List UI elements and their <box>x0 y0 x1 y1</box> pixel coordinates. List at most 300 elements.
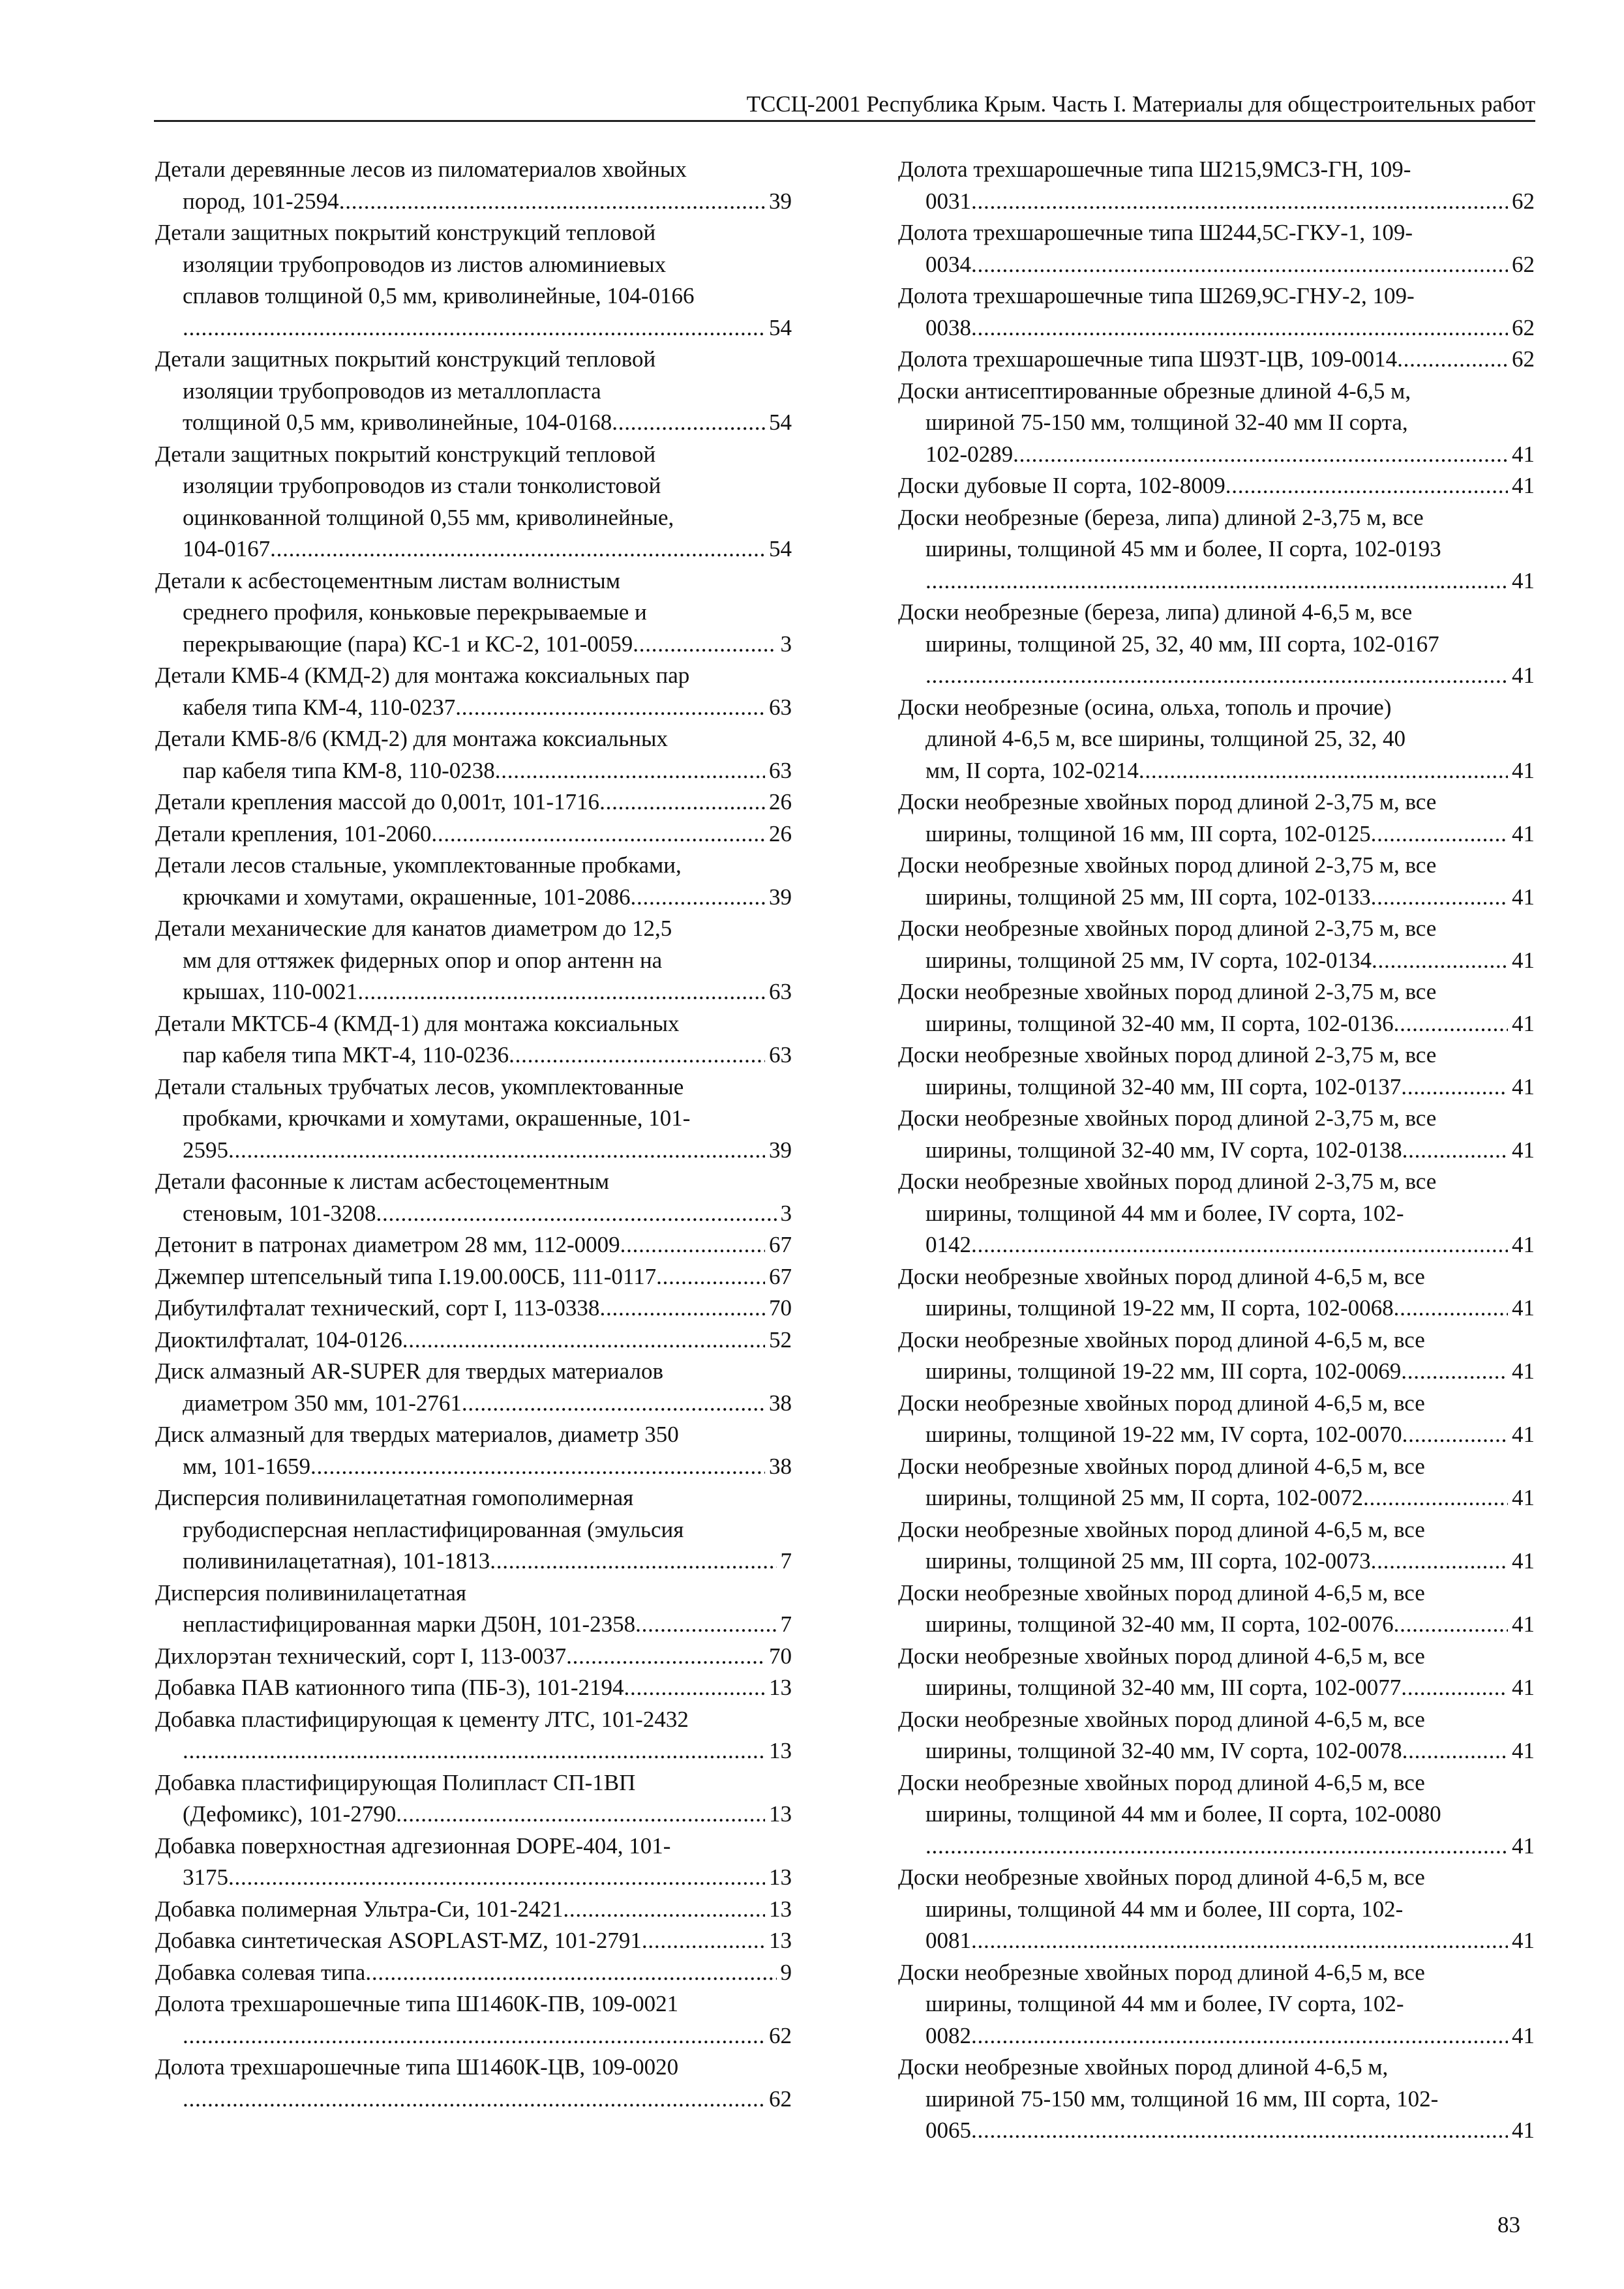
dot-leader <box>339 186 765 218</box>
entry-text: Детали крепления массой до 0,001т, 101-1716 <box>155 789 600 815</box>
dot-leader <box>1394 1008 1508 1040</box>
entry-text: ширины, толщиной 25 мм, IV сорта, 102-0134 <box>925 947 1372 973</box>
entry-page-number: 70 <box>769 1643 792 1669</box>
index-entry <box>898 692 1535 787</box>
entry-text: 0082 <box>925 2022 971 2048</box>
index-entry <box>155 913 792 1008</box>
index-entry <box>898 1704 1535 1767</box>
entry-text: непластифицированная марки Д50Н, 101-2358 <box>183 1611 636 1637</box>
entry-page-number: 41 <box>1512 820 1535 846</box>
entry-text: (Дефомикс), 101-2790 <box>183 1801 397 1827</box>
entry-page-number: 41 <box>1512 1833 1535 1859</box>
entry-text: Дисперсия поливинилацетатная гомополимерная <box>155 1485 634 1510</box>
dot-leader <box>633 629 776 661</box>
entry-text: мм, II сорта, 102-0214 <box>925 757 1139 783</box>
entry-page-number: 41 <box>1512 2022 1535 2048</box>
entry-page-number: 13 <box>769 1928 792 1953</box>
index-entry <box>155 1356 792 1419</box>
dot-leader <box>971 2115 1508 2147</box>
dot-leader <box>971 312 1508 344</box>
entry-text: Добавка ПАВ катионного типа (ПБ-3), 101-2194 <box>155 1675 624 1700</box>
entry-page-number: 41 <box>1512 1010 1535 1036</box>
index-entry <box>898 470 1535 502</box>
entry-text: мм для оттяжек фидерных опор и опор антенн на <box>183 947 663 973</box>
entry-text: пар кабеля типа КМ-8, 110-0238 <box>183 757 495 783</box>
dot-leader <box>925 660 1508 692</box>
entry-text: ширины, толщиной 44 мм и более, IV сорта, 102- <box>925 1200 1404 1226</box>
entry-text: Доски необрезные хвойных пород длиной 4-6,5 м, все <box>898 1769 1425 1795</box>
dot-leader <box>971 249 1508 281</box>
entry-page-number: 63 <box>769 757 792 783</box>
dot-leader <box>612 407 765 439</box>
dot-leader <box>376 1198 776 1230</box>
entry-text: пород, 101-2594 <box>183 188 339 214</box>
entry-text: ширины, толщиной 44 мм и более, II сорта, 102-0080 <box>925 1801 1441 1827</box>
page-header <box>154 91 1535 122</box>
index-entry <box>898 1166 1535 1261</box>
entry-text: Детали крепления, 101-2060 <box>155 820 432 846</box>
index-entry <box>155 660 792 723</box>
entry-text: Детали защитных покрытий конструкций тепловой <box>155 220 656 245</box>
index-entry <box>155 1293 792 1324</box>
entry-text: Дисперсия поливинилацетатная <box>155 1579 466 1606</box>
entry-text: 0031 <box>925 188 971 214</box>
entry-text: ширины, толщиной 32-40 мм, II сорта, 102-0076 <box>925 1611 1394 1637</box>
entry-page-number: 62 <box>1512 188 1535 214</box>
dot-leader <box>642 1925 765 1957</box>
entry-page-number: 41 <box>1512 884 1535 910</box>
index-entry <box>155 1261 792 1293</box>
entry-text: ширины, толщиной 19-22 мм, IV сорта, 102-0070 <box>925 1422 1402 1447</box>
entry-text: мм, 101-1659 <box>183 1453 310 1479</box>
entry-text: Доски необрезные хвойных пород длиной 4-6,5 м, все <box>898 1959 1425 1985</box>
entry-page-number: 39 <box>769 884 792 910</box>
entry-page-number: 41 <box>1512 473 1535 498</box>
entry-text: Доски необрезные хвойных пород длиной 4-6,5 м, все <box>898 1643 1425 1669</box>
index-entry <box>898 1957 1535 2052</box>
index-entry <box>155 818 792 850</box>
entry-text: Доски дубовые II сорта, 102-8009 <box>898 473 1226 498</box>
entry-page-number: 41 <box>1512 1548 1535 1574</box>
entry-page-number: 41 <box>1512 1611 1535 1637</box>
entry-text: Детали стальных трубчатых лесов, укомплектованные <box>155 1073 684 1100</box>
entry-text: Доски необрезные хвойных пород длиной 4-6,5 м, все <box>898 1326 1425 1353</box>
entry-text: оцинкованной толщиной 0,55 мм, криволинейные, <box>183 504 674 530</box>
entry-page-number: 38 <box>769 1453 792 1479</box>
entry-text: Доски необрезные (береза, липа) длиной 4-6,5 м, все <box>898 599 1413 625</box>
entry-page-number: 7 <box>780 1611 792 1637</box>
dot-leader <box>599 786 765 818</box>
dot-leader <box>1371 1546 1508 1578</box>
entry-page-number: 54 <box>769 410 792 435</box>
dot-leader <box>1401 1356 1508 1388</box>
entry-text: пробками, крючками и хомутами, окрашенные, 101- <box>183 1105 691 1131</box>
index-column-left <box>155 154 792 2115</box>
dot-leader <box>1402 1135 1508 1167</box>
dot-leader <box>431 818 765 850</box>
index-entry <box>155 1672 792 1704</box>
index-entry <box>155 154 792 217</box>
index-column-right <box>898 154 1535 2147</box>
entry-text: 104-0167 <box>183 536 271 561</box>
dot-leader <box>1371 882 1508 914</box>
page-number: 83 <box>1497 2212 1520 2237</box>
entry-text: среднего профиля, коньковые перекрываемые и <box>183 599 647 625</box>
entry-text: грубодисперсная непластифицированная (эмульсия <box>183 1516 684 1542</box>
dot-leader <box>228 1135 765 1167</box>
entry-text: Доски необрезные хвойных пород длиной 4-6,5 м, все <box>898 1263 1425 1289</box>
index-entry <box>155 1925 792 1957</box>
entry-text: Доски необрезные хвойных пород длиной 2-3,75 м, все <box>898 1105 1437 1131</box>
entry-text: ширины, толщиной 32-40 мм, III сорта, 102-0137 <box>925 1073 1402 1100</box>
dot-leader <box>495 755 765 787</box>
entry-text: Доски необрезные хвойных пород длиной 4-6,5 м, <box>898 2054 1389 2080</box>
entry-text: перекрывающие (пара) КС-1 и КС-2, 101-0059 <box>183 631 633 657</box>
dot-leader <box>1013 439 1508 471</box>
index-entry <box>898 1324 1535 1388</box>
entry-page-number: 26 <box>769 789 792 815</box>
entry-page-number: 9 <box>780 1959 792 1985</box>
entry-text: Добавка пластифицирующая Полипласт СП-1ВП <box>155 1769 636 1795</box>
entry-page-number: 41 <box>1512 1073 1535 1100</box>
entry-text: Доски необрезные хвойных пород длиной 2-3,75 м, все <box>898 852 1437 878</box>
index-entry <box>898 1641 1535 1704</box>
entry-text: Доски необрезные хвойных пород длиной 4-6,5 м, все <box>898 1390 1425 1416</box>
index-entry <box>155 1482 792 1578</box>
index-entry <box>898 850 1535 913</box>
entry-text: Доски необрезные хвойных пород длиной 2-3,75 м, все <box>898 789 1437 815</box>
entry-text: Добавка пластифицирующая к цементу ЛТС, 101-2432 <box>155 1706 689 1732</box>
index-entry <box>155 1894 792 1926</box>
entry-text: Детали механические для канатов диаметром до 12,5 <box>155 916 672 941</box>
entry-text: Доски необрезные (береза, липа) длиной 2-3,75 м, все <box>898 504 1424 530</box>
index-entry <box>155 850 792 913</box>
entry-page-number: 62 <box>769 2022 792 2048</box>
index-entry <box>155 1324 792 1356</box>
index-entry <box>155 1008 792 1071</box>
entry-text: Доски необрезные хвойных пород длиной 4-6,5 м, все <box>898 1706 1425 1732</box>
index-entry <box>898 1862 1535 1957</box>
entry-text: Долота трехшарошечные типа Ш93Т-ЦВ, 109-0014 <box>898 346 1398 372</box>
entry-text: Доски необрезные хвойных пород длиной 2-3,75 м, все <box>898 1042 1437 1068</box>
index-entry <box>155 1071 792 1167</box>
dot-leader <box>971 1229 1508 1261</box>
entry-text: Доски необрезные хвойных пород длиной 2-3,75 м, все <box>898 1169 1437 1194</box>
entry-page-number: 13 <box>769 1896 792 1922</box>
entry-text: Добавка поверхностная адгезионная DOPE-404, 101- <box>155 1833 671 1859</box>
entry-page-number: 41 <box>1512 441 1535 467</box>
entry-text: Диск алмазный для твердых материалов, диаметр 350 <box>155 1422 679 1447</box>
entry-text: шириной 75-150 мм, толщиной 16 мм, III сорта, 102- <box>925 2086 1439 2112</box>
index-entry <box>155 786 792 818</box>
entry-page-number: 54 <box>769 314 792 340</box>
entry-text: Доски необрезные хвойных пород длиной 2-3,75 м, все <box>898 916 1437 941</box>
entry-page-number: 41 <box>1512 757 1535 783</box>
entry-text: диаметром 350 мм, 101-2761 <box>183 1390 462 1416</box>
entry-text: Детали КМБ-4 (КМД-2) для монтажа коксиальных пар <box>155 663 690 688</box>
index-entry <box>898 1261 1535 1324</box>
entry-page-number: 13 <box>769 1864 792 1890</box>
entry-text: 0065 <box>925 2117 971 2143</box>
entry-text: ширины, толщиной 16 мм, III сорта, 102-0125 <box>925 820 1371 846</box>
index-entry <box>155 1166 792 1229</box>
entry-page-number: 3 <box>780 1200 792 1226</box>
dot-leader <box>462 1388 765 1420</box>
entry-text: ширины, толщиной 19-22 мм, III сорта, 102-0069 <box>925 1358 1402 1384</box>
entry-text: Джемпер штепсельный типа I.19.00.00СБ, 111-0117 <box>155 1263 657 1289</box>
dot-leader <box>1394 1293 1508 1324</box>
dot-leader <box>624 1672 765 1704</box>
entry-page-number: 41 <box>1512 1295 1535 1321</box>
entry-page-number: 26 <box>769 820 792 846</box>
index-entry <box>898 597 1535 692</box>
entry-text: ширины, толщиной 32-40 мм, IV сорта, 102-0078 <box>925 1738 1402 1763</box>
index-entry <box>898 913 1535 976</box>
entry-page-number: 3 <box>780 631 792 657</box>
entry-text: ширины, толщиной 44 мм и более, IV сорта, 102- <box>925 1991 1404 2016</box>
entry-text: Долота трехшарошечные типа Ш1460К-ЦВ, 109-0020 <box>155 2054 679 2080</box>
entry-text: ширины, толщиной 45 мм и более, II сорта, 102-0193 <box>925 536 1441 561</box>
index-entry <box>898 976 1535 1040</box>
dot-leader <box>1371 818 1508 850</box>
entry-text: ширины, толщиной 19-22 мм, II сорта, 102-0068 <box>925 1295 1394 1321</box>
dot-leader <box>1401 1071 1508 1103</box>
dot-leader <box>566 1641 765 1673</box>
entry-page-number: 13 <box>769 1801 792 1827</box>
entry-text: поливинилацетатная), 101-1813 <box>183 1548 490 1574</box>
dot-leader <box>357 976 765 1008</box>
entry-text: стеновым, 101-3208 <box>183 1200 376 1226</box>
dot-leader <box>310 1451 765 1483</box>
entry-text: 0034 <box>925 251 971 277</box>
entry-text: изоляции трубопроводов из металлопласта <box>183 378 601 404</box>
entry-text: длиной 4-6,5 м, все ширины, толщиной 25, 32, 40 <box>925 726 1406 751</box>
dot-leader <box>925 565 1508 597</box>
dot-leader <box>183 1735 765 1767</box>
dot-leader <box>1372 945 1508 977</box>
index-entry <box>155 1957 792 1989</box>
dot-leader <box>455 692 765 724</box>
index-entry <box>898 217 1535 280</box>
index-entry <box>155 1641 792 1673</box>
entry-text: 0038 <box>925 314 971 340</box>
entry-text: Доски необрезные хвойных пород длиной 4-6,5 м, все <box>898 1516 1425 1542</box>
index-entry <box>155 1419 792 1482</box>
entry-text: Долота трехшарошечные типа Ш269,9С-ГНУ-2, 109- <box>898 283 1415 308</box>
entry-text: Детали защитных покрытий конструкций тепловой <box>155 346 656 372</box>
dot-leader <box>599 1293 765 1324</box>
entry-text: ширины, толщиной 25 мм, III сорта, 102-0073 <box>925 1548 1371 1574</box>
index-entry <box>898 1388 1535 1451</box>
dot-leader <box>396 1799 765 1831</box>
entry-page-number: 63 <box>769 694 792 720</box>
entry-text: ширины, толщиной 25 мм, II сорта, 102-0072 <box>925 1485 1363 1510</box>
entry-page-number: 41 <box>1512 567 1535 593</box>
index-entry <box>155 723 792 786</box>
dot-leader <box>1226 470 1508 502</box>
entry-page-number: 70 <box>769 1295 792 1321</box>
dot-leader <box>1397 344 1508 376</box>
index-entry <box>898 1040 1535 1103</box>
header-title: ТССЦ-2001 Республика Крым. Часть I. Материалы для общестроительных работ <box>746 91 1535 117</box>
entry-page-number: 63 <box>769 979 792 1004</box>
entry-page-number: 62 <box>1512 314 1535 340</box>
index-entry <box>155 344 792 439</box>
index-entry <box>155 1229 792 1261</box>
index-entry <box>155 1988 792 2052</box>
entry-text: Доски необрезные (осина, ольха, тополь и прочие) <box>898 694 1392 720</box>
entry-text: ширины, толщиной 32-40 мм, IV сорта, 102-0138 <box>925 1137 1402 1163</box>
entry-text: Доски необрезные хвойных пород длиной 2-3,75 м, все <box>898 979 1437 1004</box>
entry-text: Дибутилфталат технический, сорт I, 113-0338 <box>155 1295 600 1321</box>
entry-text: ширины, толщиной 25, 32, 40 мм, III сорта, 102-0167 <box>925 631 1439 657</box>
index-entry <box>155 2052 792 2115</box>
entry-text: изоляции трубопроводов из стали тонколистовой <box>183 473 661 498</box>
dot-leader <box>365 1957 776 1989</box>
entry-text: Детали деревянные лесов из пиломатериалов хвойных <box>155 157 687 182</box>
entry-page-number: 62 <box>769 2086 792 2112</box>
entry-page-number: 7 <box>780 1548 792 1574</box>
dot-leader <box>631 882 765 914</box>
dot-leader <box>563 1894 765 1926</box>
index-entry <box>898 280 1535 344</box>
index-entry <box>898 786 1535 850</box>
entry-text: шириной 75-150 мм, толщиной 32-40 мм II сорта, <box>925 410 1408 435</box>
entry-page-number: 39 <box>769 188 792 214</box>
index-entry <box>155 439 792 565</box>
entry-text: Детали КМБ-8/6 (КМД-2) для монтажа коксиальных <box>155 726 668 751</box>
index-entry <box>898 1514 1535 1578</box>
entry-text: 102-0289 <box>925 441 1014 467</box>
entry-page-number: 67 <box>769 1263 792 1289</box>
index-entry <box>898 1767 1535 1863</box>
entry-page-number: 41 <box>1512 1358 1535 1384</box>
entry-text: ширины, толщиной 25 мм, III сорта, 102-0133 <box>925 884 1371 910</box>
index-entry <box>155 1704 792 1767</box>
index-entry <box>155 565 792 661</box>
entry-page-number: 41 <box>1512 1738 1535 1763</box>
index-entry <box>898 1103 1535 1166</box>
dot-leader <box>1402 1735 1508 1767</box>
entry-page-number: 39 <box>769 1137 792 1163</box>
entry-text: ширины, толщиной 44 мм и более, III сорта, 102- <box>925 1896 1404 1922</box>
entry-text: 0081 <box>925 1928 971 1953</box>
entry-page-number: 63 <box>769 1042 792 1068</box>
dot-leader <box>971 2020 1508 2052</box>
entry-page-number: 41 <box>1512 1137 1535 1163</box>
entry-text: 3175 <box>183 1864 228 1890</box>
dot-leader <box>925 1831 1508 1863</box>
index-entry <box>155 1767 792 1831</box>
dot-leader <box>1363 1482 1508 1514</box>
dot-leader <box>509 1040 765 1071</box>
entry-text: Долота трехшарошечные типа Ш215,9МСЗ-ГН, 109- <box>898 157 1411 182</box>
entry-text: Добавка солевая типа <box>155 1959 366 1985</box>
entry-page-number: 41 <box>1512 1232 1535 1257</box>
entry-page-number: 13 <box>769 1738 792 1763</box>
entry-text: Детали фасонные к листам асбестоцементным <box>155 1169 609 1194</box>
entry-text: Доски необрезные хвойных пород длиной 4-6,5 м, все <box>898 1864 1425 1890</box>
dot-leader <box>183 312 765 344</box>
entry-text: Детонит в патронах диаметром 28 мм, 112-0009 <box>155 1232 620 1257</box>
dot-leader <box>971 186 1508 218</box>
dot-leader <box>270 533 765 565</box>
dot-leader <box>183 2020 765 2052</box>
entry-text: Добавка полимерная Ультра-Си, 101-2421 <box>155 1896 564 1922</box>
entry-text: Дихлорэтан технический, сорт I, 113-0037 <box>155 1643 567 1669</box>
entry-text: Диск алмазный AR-SUPER для твердых материалов <box>155 1358 663 1384</box>
entry-page-number: 62 <box>1512 346 1535 372</box>
entry-text: крючками и хомутами, окрашенные, 101-2086 <box>183 884 631 910</box>
entry-text: сплавов толщиной 0,5 мм, криволинейные, 104-0166 <box>183 283 695 308</box>
entry-page-number: 41 <box>1512 2117 1535 2143</box>
entry-page-number: 52 <box>769 1326 792 1353</box>
dot-leader <box>402 1324 765 1356</box>
dot-leader <box>228 1862 765 1894</box>
entry-text: Диоктилфталат, 104-0126 <box>155 1326 402 1353</box>
entry-text: ширины, толщиной 32-40 мм, III сорта, 102-0077 <box>925 1675 1402 1700</box>
entry-text: Детали к асбестоцементным листам волнистым <box>155 567 620 593</box>
index-entry <box>898 502 1535 597</box>
dot-leader <box>490 1546 776 1578</box>
dot-leader <box>656 1261 765 1293</box>
entry-text: ширины, толщиной 32-40 мм, II сорта, 102-0136 <box>925 1010 1394 1036</box>
entry-text: изоляции трубопроводов из листов алюминиевых <box>183 251 667 277</box>
dot-leader <box>620 1229 765 1261</box>
entry-page-number: 41 <box>1512 1485 1535 1510</box>
dot-leader <box>1394 1609 1508 1641</box>
entry-text: кабеля типа КМ-4, 110-0237 <box>183 694 456 720</box>
dot-leader <box>1402 1419 1508 1451</box>
dot-leader <box>183 2084 765 2116</box>
entry-page-number: 62 <box>1512 251 1535 277</box>
entry-text: Доски необрезные хвойных пород длиной 4-6,5 м, все <box>898 1453 1425 1479</box>
index-entry <box>898 344 1535 376</box>
dot-leader <box>1139 755 1508 787</box>
index-entry <box>898 376 1535 471</box>
entry-page-number: 13 <box>769 1675 792 1700</box>
index-entry <box>898 1578 1535 1641</box>
entry-text: крышах, 110-0021 <box>183 979 358 1004</box>
entry-text: пар кабеля типа МКТ-4, 110-0236 <box>183 1042 509 1068</box>
entry-text: Детали МКТСБ-4 (КМД-1) для монтажа коксиальных <box>155 1010 680 1036</box>
entry-text: Детали защитных покрытий конструкций тепловой <box>155 441 656 467</box>
entry-page-number: 41 <box>1512 947 1535 973</box>
entry-text: Детали лесов стальные, укомплектованные пробками, <box>155 852 682 878</box>
entry-text: Добавка синтетическая ASOPLAST-MZ, 101-2791 <box>155 1928 642 1953</box>
entry-text: Доски антисептированные обрезные длиной 4-6,5 м, <box>898 378 1411 404</box>
entry-page-number: 41 <box>1512 663 1535 688</box>
entry-page-number: 38 <box>769 1390 792 1416</box>
entry-page-number: 41 <box>1512 1675 1535 1700</box>
entry-text: Доски необрезные хвойных пород длиной 4-6,5 м, все <box>898 1579 1425 1606</box>
entry-text: 2595 <box>183 1137 228 1163</box>
dot-leader <box>1401 1672 1508 1704</box>
entry-text: Долота трехшарошечные типа Ш244,5С-ГКУ-1, 109- <box>898 220 1413 245</box>
index-entry <box>155 217 792 344</box>
entry-page-number: 41 <box>1512 1422 1535 1447</box>
index-entry <box>155 1578 792 1641</box>
entry-page-number: 67 <box>769 1232 792 1257</box>
entry-page-number: 41 <box>1512 1928 1535 1953</box>
entry-page-number: 54 <box>769 536 792 561</box>
index-entry <box>898 2052 1535 2147</box>
entry-text: 0142 <box>925 1232 971 1257</box>
dot-leader <box>635 1609 776 1641</box>
dot-leader <box>971 1925 1508 1957</box>
index-entry <box>898 1451 1535 1514</box>
index-entry <box>155 1831 792 1894</box>
